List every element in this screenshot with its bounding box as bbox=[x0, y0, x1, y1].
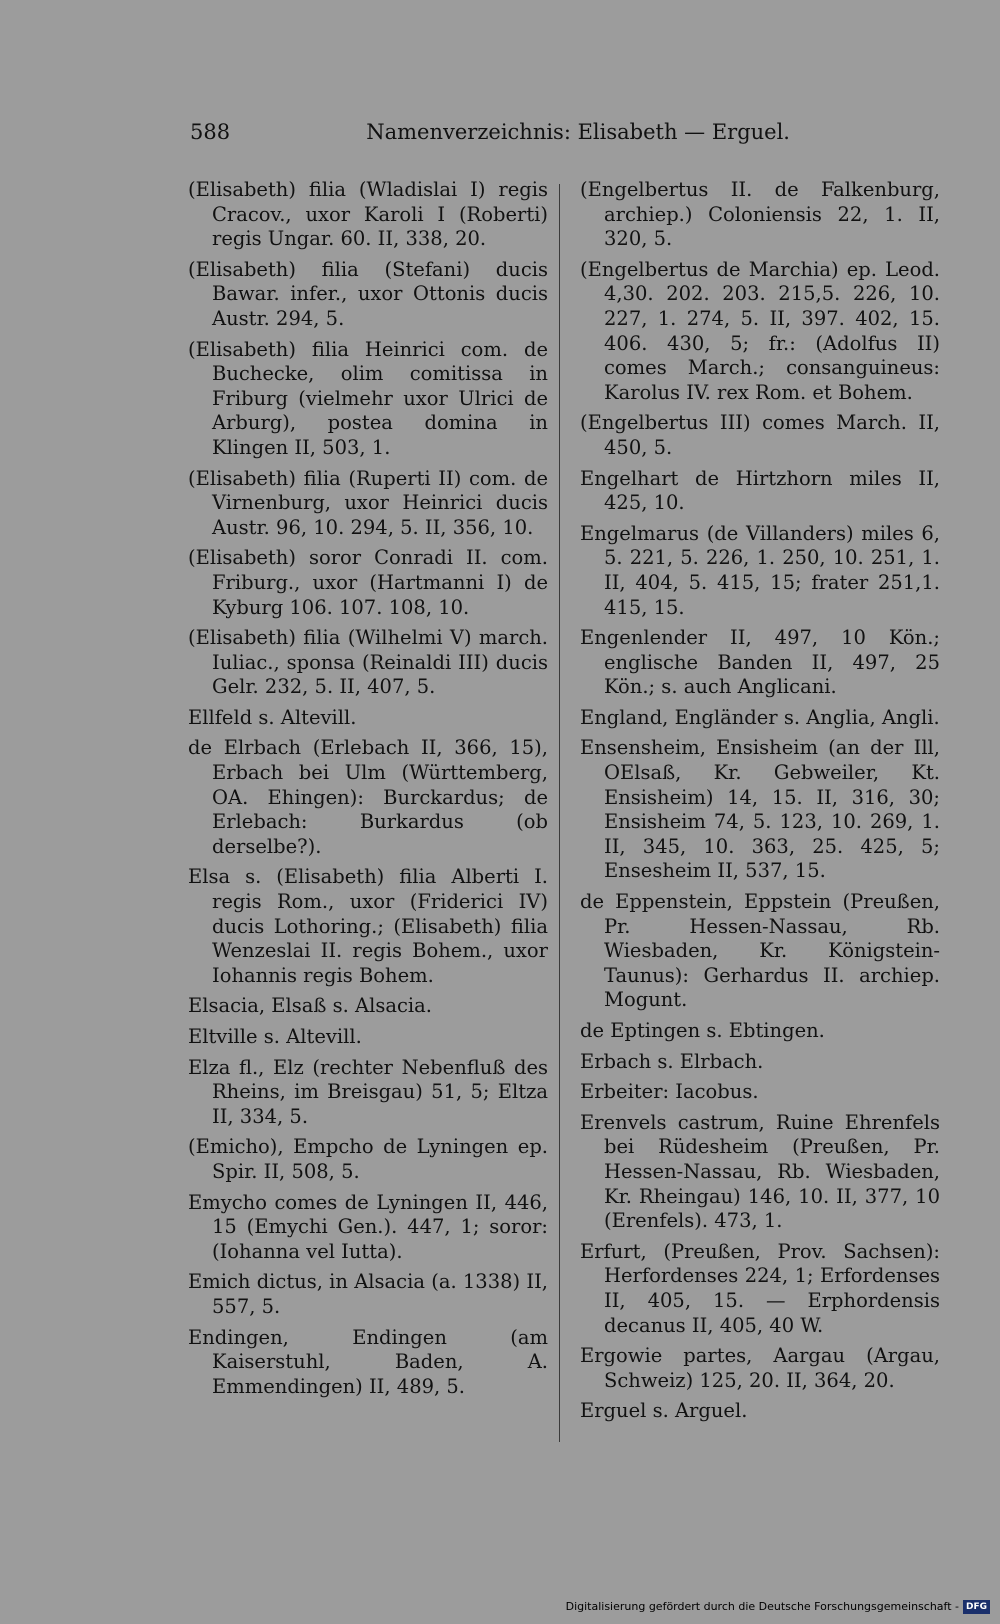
index-entry: Elza fl., Elz (rechter Nebenfluß des Rheins, im Breisgau) 51, 5; Eltza II, 334, 5. bbox=[188, 1055, 548, 1128]
index-entry: de Eppenstein, Eppstein (Preußen, Pr. Hessen-Nassau, Rb. Wiesbaden, Kr. Königstein-Taunus): Gerhardus II. archiep. Mogunt. bbox=[580, 890, 940, 1012]
page-header bbox=[190, 116, 790, 148]
index-entry: Ensensheim, Ensisheim (an der Ill, OElsaß, Kr. Gebweiler, Kt. Ensisheim) 14, 15. II, 316, 30; Ensisheim 74, 5. 123, 10. 269, 1. II, 345, 10. 363, 25. 425, 5; Ensesheim II, 537, 15. bbox=[580, 736, 940, 883]
index-entry: Erbeiter: Iacobus. bbox=[580, 1080, 759, 1104]
dfg-logo: DFG bbox=[963, 1600, 990, 1614]
index-entry: Ellfeld s. Altevill. bbox=[188, 705, 357, 729]
index-entry: Erbach s. Elrbach. bbox=[580, 1049, 764, 1073]
index-entry: Erguel s. Arguel. bbox=[580, 1399, 748, 1423]
left-column bbox=[188, 178, 548, 1405]
index-entry: (Engelbertus III) comes March. II, 450, 5. bbox=[580, 411, 940, 459]
index-entry: (Elisabeth) soror Conradi II. com. Friburg., uxor (Hartmanni I) de Kyburg 106. 107. 108, 10. bbox=[188, 546, 548, 619]
index-entry: (Emicho), Empcho de Lyningen ep. Spir. II, 508, 5. bbox=[188, 1135, 548, 1183]
index-entry: (Elisabeth) filia (Wilhelmi V) march. Iuliac., sponsa (Reinaldi III) ducis Gelr. 232, 5. II, 407, 5. bbox=[188, 626, 548, 699]
index-entry: Engelmarus (de Villanders) miles 6, 5. 221, 5. 226, 1. 250, 10. 251, 1. II, 404, 5. 415, 15; frater 251,1. 415, 15. bbox=[580, 521, 940, 619]
index-entry: Elsacia, Elsaß s. Alsacia. bbox=[188, 994, 432, 1018]
column-divider bbox=[559, 184, 560, 1442]
index-entry: Erfurt, (Preußen, Prov. Sachsen): Herfordenses 224, 1; Erfordenses II, 405, 15. — Erphordensis decanus II, 405, 40 W. bbox=[580, 1239, 940, 1337]
index-entry: Erenvels castrum, Ruine Ehrenfels bei Rüdesheim (Preußen, Pr. Hessen-Nassau, Rb. Wiesbaden, Kr. Rheingau) 146, 10. II, 377, 10 (Erenfels). 473, 1. bbox=[580, 1110, 940, 1233]
index-entry: (Elisabeth) filia (Stefani) ducis Bawar. infer., uxor Ottonis ducis Austr. 294, 5. bbox=[188, 257, 548, 330]
index-entry: Elsa s. (Elisabeth) filia Alberti I. regis Rom., uxor (Friderici IV) ducis Lothoring.; (Elisabeth) filia Wenzeslai II. regis Bohem., uxor Iohannis regis Bohem. bbox=[188, 865, 548, 987]
index-entry: (Elisabeth) filia (Ruperti II) com. de Virnenburg, uxor Heinrici ducis Austr. 96, 10. 294, 5. II, 356, 10. bbox=[188, 466, 548, 539]
index-entry: Engenlender II, 497, 10 Kön.; englische Banden II, 497, 25 Kön.; s. auch Anglicani. bbox=[580, 626, 940, 699]
index-entry: Eltville s. Altevill. bbox=[188, 1025, 362, 1048]
index-entry: de Elrbach (Erlebach II, 366, 15), Erbach bei Ulm (Württemberg, OA. Ehingen): Burckardus; de Erlebach: Burkardus (ob derselbe?). bbox=[188, 736, 548, 858]
index-entry: (Engelbertus II. de Falkenburg, archiep.) Coloniensis 22, 1. II, 320, 5. bbox=[580, 178, 940, 251]
index-entry: (Elisabeth) filia Heinrici com. de Buchecke, olim comitissa in Friburg (vielmehr uxor Ulrici de Arburg), postea domina in Klingen II, 503, 1. bbox=[188, 337, 548, 459]
right-column bbox=[580, 178, 940, 1430]
footer-text: Digitalisierung gefördert durch die Deutsche Forschungsgemeinschaft - bbox=[565, 1600, 959, 1613]
index-entry: Endingen, Endingen (am Kaiserstuhl, Baden, A. Emmendingen) II, 489, 5. bbox=[188, 1325, 548, 1398]
index-entry: (Engelbertus de Marchia) ep. Leod. 4,30. 202. 203. 215,5. 226, 10. 227, 1. 274, 5. II, 397. 402, 15. 406. 430, 5; fr.: (Adolfus II) comes March.; consanguineus: Karolus IV. rex Rom. et Bohem. bbox=[580, 257, 940, 404]
index-entry: England, Engländer s. Anglia, Angli. bbox=[580, 705, 940, 729]
index-entry: Engelhart de Hirtzhorn miles II, 425, 10. bbox=[580, 466, 940, 515]
index-entry: Emycho comes de Lyningen II, 446, 15 (Emychi Gen.). 447, 1; soror: (Iohanna vel Iutta). bbox=[188, 1190, 548, 1263]
running-title: Namenverzeichnis: Elisabeth — Erguel. bbox=[366, 120, 790, 144]
index-entry: Emich dictus, in Alsacia (a. 1338) II, 557, 5. bbox=[188, 1270, 548, 1318]
page-number: 588 bbox=[190, 120, 231, 144]
index-entry: de Eptingen s. Ebtingen. bbox=[580, 1019, 825, 1042]
index-entry: Ergowie partes, Aargau (Argau, Schweiz) 125, 20. II, 364, 20. bbox=[580, 1344, 940, 1392]
funding-footer bbox=[566, 1598, 990, 1616]
index-entry: (Elisabeth) filia (Wladislai I) regis Cracov., uxor Karoli I (Roberti) regis Ungar. 60. II, 338, 20. bbox=[188, 178, 548, 251]
